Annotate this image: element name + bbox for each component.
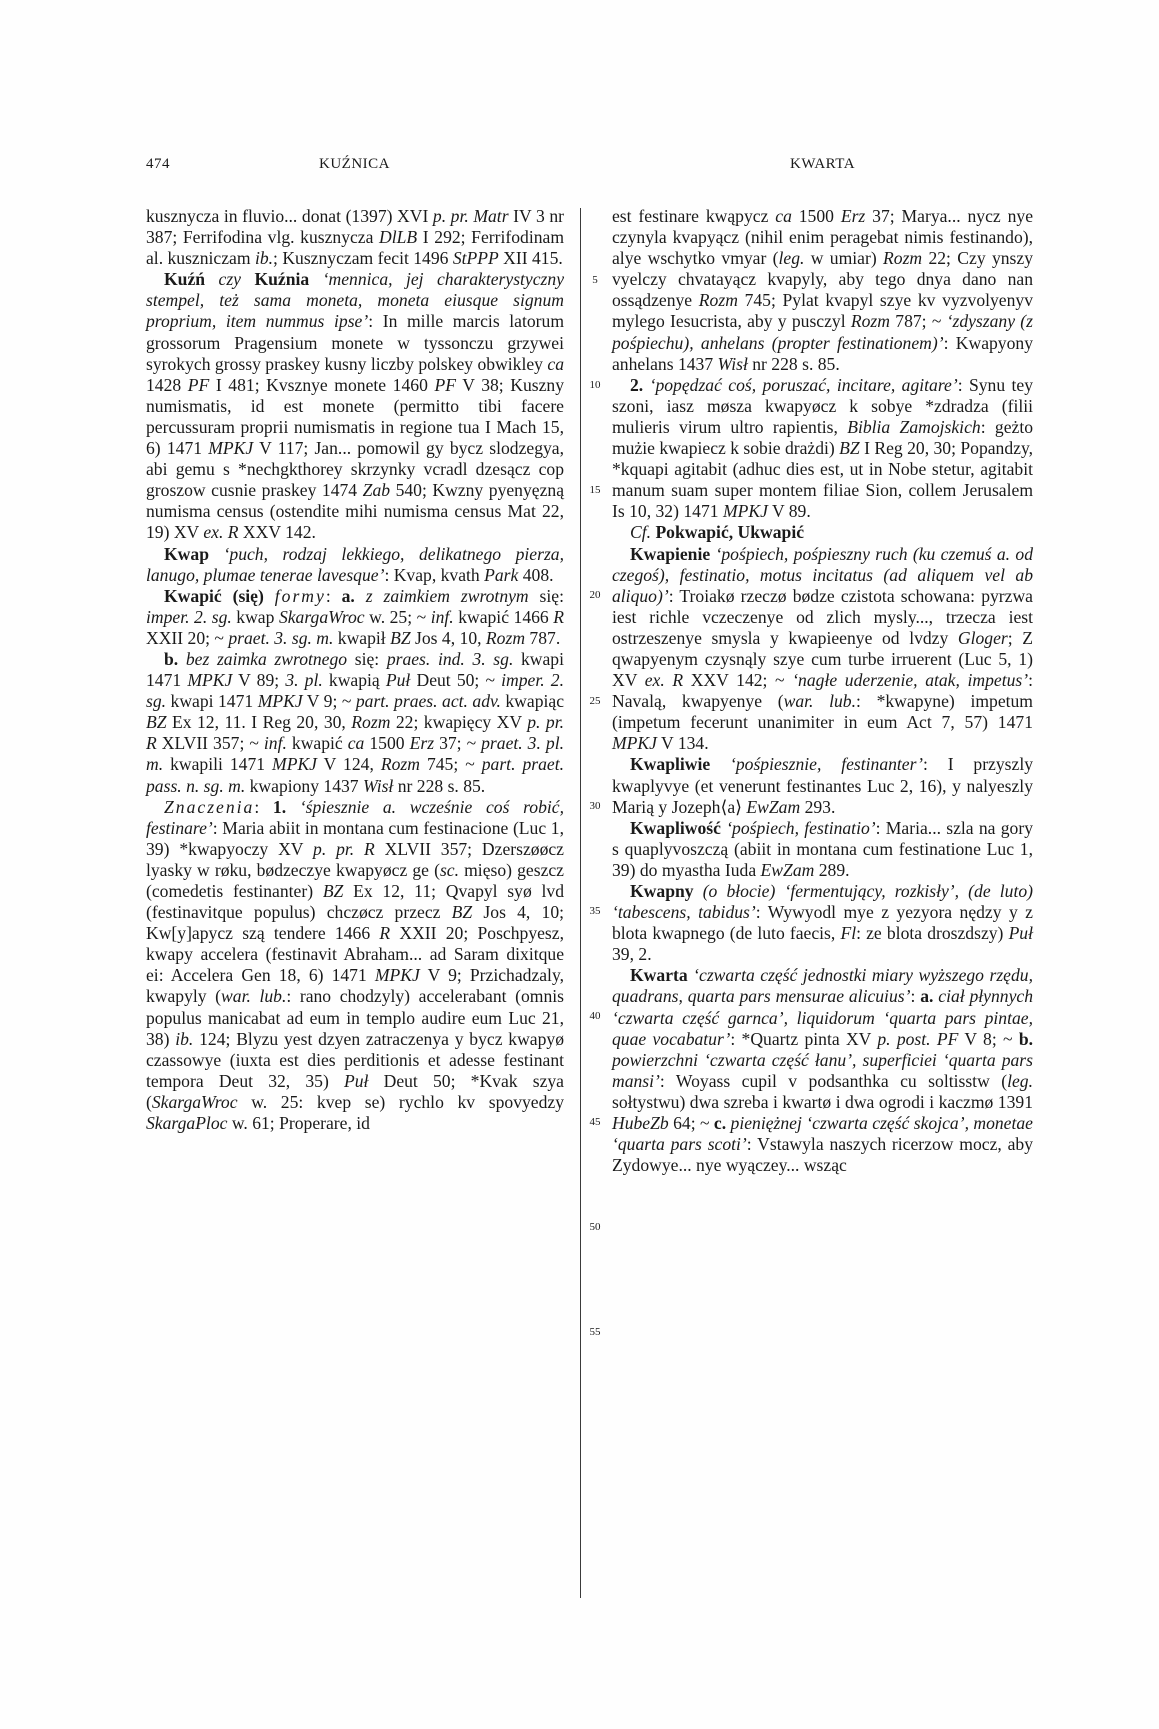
entry-kwapic-forms-a: Kwapić (się) formy: a. z zaimkiem zwrotnym się: imper. 2. sg. kwap SkargaWroc w. 25; ~ inf. kwapić 1466 R XXII 20; ~ praet. 3. sg. m. kwapił BZ Jos 4, 10, Rozm 787. — [146, 585, 564, 648]
line-number: 15 — [589, 484, 601, 496]
line-number: 35 — [589, 905, 601, 917]
line-number: 30 — [589, 800, 601, 812]
entry-kwapic-meaning-2: 2. ‘popędzać coś, poruszać, incitare, agitare’: Synu tey szoni, iasz møsza kwapyøcz k sobye *zdradza (filii mulieris virum ultro rapientis, Biblia Zamojskich: geżto mużie kwapiecz k sobie drażdi) BZ I Reg 20, 30; Popandzy, *kquapi agitabit (adhuc dies est, ut in Nobe stetur, agitabit manum suam super montem filiae Sion, collem Jerusalem Is 10, 32) 1471 MPKJ V 89. — [612, 374, 1034, 522]
line-number: 45 — [589, 1116, 601, 1128]
line-number: 5 — [592, 274, 598, 286]
column-divider — [580, 208, 581, 1598]
header-right-title: KWARTA — [790, 156, 856, 172]
page-number: 474 — [146, 156, 170, 172]
line-number: 50 — [589, 1221, 601, 1233]
entry-kwapliwosc: Kwapliwość ‘pośpiech, festinatio’: Maria... szla na gory s quaplyvoszczą (abiit in montana cum festinatione Luc 1, 39) do myastha Iuda EwZam 289. — [612, 817, 1033, 880]
line-number: 40 — [589, 1010, 601, 1022]
entry-cross-reference: Cf. Pokwapić, Ukwapić — [630, 522, 805, 543]
entry-kwap: Kwap ‘puch, rodzaj lekkiego, delikatnego pierza, lanugo, plumae tenerae lavesque’: Kvap, kvath Park 408. — [146, 543, 564, 585]
entry-kwapienie: Kwapienie ‘pośpiech, pośpieszny ruch (ku czemuś a. od czegoś), festinatio, motus incitatus (ad aliquem vel ab aliquo)’: Troiakø rzeczø bødze czistota schowana: pyrzwa iest richle vczeczenye od zlich mysly..., trzecza iest ostrzeszenye smysla y kwapieenye od lvdzy Gloger; Z qwapyenym czysnąly szye cum turbe irruerent (Luc 5, 1) XV ex. R XXV 142; ~ ‘nagłe uderzenie, atak, impetus’: Navalą, kwapyenye (war. lub.: *kwapyne) impetum (impetum fecerunt unanimiter in eum Act 7, 57) 1471 MPKJ V 134. — [612, 543, 1033, 754]
entry-kwapny: Kwapny (o błocie) ‘fermentujący, rozkisły’, (de luto) ‘tabescens, tabidus’: Wywyodl mye z yezyora nędzy y z blota kwapnego (de luto faecis, Fl: ze blota droszdszy) Puł 39, 2. — [612, 881, 1034, 965]
entry-kwapic-forms-b: b. bez zaimka zwrotnego się: praes. ind. 3. sg. kwapi 1471 MPKJ V 89; 3. pl. kwapią Puł Deut 50; ~ imper. 2. sg. kwapi 1471 MPKJ V 9; ~ part. praes. act. adv. kwapiąc BZ Ex 12, 11. I Reg 20, 30, Rozm 22; kwapięcy XV p. pr. R XLVII 357; ~ inf. kwapić ca 1500 Erz 37; ~ praet. 3. pl. m. kwapili 1471 MPKJ V 124, Rozm 745; ~ part. praet. pass. n. sg. m. kwapiony 1437 Wisł nr 228 s. 85. — [146, 648, 565, 796]
entry-kwarta: Kwarta ‘czwarta część jednostki miary wyższego rzędu, quadrans, quarta pars mensurae alicuius’: a. ciał płynnych ‘czwarta część garnca’, liquidorum ‘quarta pars pintae, quae vocabatur’: *Quartz pinta XV p. post. PF V 8; ~ b. powierzchni ‘czwarta część łanu’, superficiei ‘quarta pars mansi’: Woyass cupil v podsanthka cu soltisstw (leg. sołtystwu) dwa szreba i kwartø i dwa ogrodi i kaczmø 1391 HubeZb 64; ~ c. pieniężnej ‘czwarta część skojca’, monetae ‘quarta pars scoti’: Vstawyla naszych ricerzow mocz, aby Zydowye... nye wyączey... wsząc — [612, 965, 1033, 1176]
line-number: 20 — [589, 589, 601, 601]
entry-paragraph: kusznycza in fluvio... donat (1397) XVI p. pr. Matr IV 3 nr 387; Ferrifodina vlg. kusznycza DlLB I 292; Ferrifodinam al. kuszniczam ib.; Kusznyczam fecit 1496 StPPP XII 415. — [146, 206, 565, 269]
entry-kwapic-meanings: Znaczenia: 1. ‘śpiesznie a. wcześnie coś robić, festinare’: Maria abiit in montana cum festinacione (Luc 1, 39) *kwapyoczy XV p. pr. R XLVII 357; Dzerszøøcz lyasky w røku, bødzeczye kwapyøcz ge (sc. mięso) geszcz (comedetis festinanter) BZ Ex 12, 11; Qvapyl syø lvd (festinavitque populus) chczøcz przecz BZ Jos 4, 10; Kw[y]apycz szą tendere 1466 R XXII 20; Poschpyesz, kwapy accelera (festinavit Abraham... ad Saram dixitque ei: Accelera Gen 18, 6) 1471 MPKJ V 9; Przichadzaly, kwapyly (war. lub.: rano chodzyly) accelerabant (omnis populus manicabat ad eum in templo audire eum Luc 21, 38) ib. 124; Blyzu yest dzyen zatraczenya y bycz kwapyø czassowye (iuxta est dies perditionis et adesse festinant tempora Deut 32, 35) Puł Deut 50; *Kvak szya (SkargaWroc w. 25: kvep se) rychlo kv spovyedzy SkargaPloc w. 61; Properare, id — [146, 796, 564, 1134]
line-number: 55 — [589, 1326, 601, 1338]
line-number: 25 — [589, 695, 601, 707]
entry-kuzn: Kuźń czy Kuźnia ‘mennica, jej charakterystyczny stempel, też sama moneta, moneta eiusque signum proprium, item nummus ipse’: In mille marcis latorum grossorum Pragensium monete w tyssonczu grzywei syrokych grossy praskey kusny liczby polskey obwikley ca 1428 PF I 481; Kvsznye monete 1460 PF V 38; Kuszny numismatis, id est monete (permitto tibi facere percussuram proprii numismatis in regione tua I Mach 15, 6) 1471 MPKJ V 117; Jan... pomowil gy bycz slodzegya, abi gemu s *nechgkthorey skrzynky vcradl dzesącz cop groszow cusnie praskey 1474 Zab 540; Kwzny pyenyęzną numisma census (ostendite mihi numisma census Mat 22, 19) XV ex. R XXV 142. — [146, 269, 565, 543]
entry-kwapliwie: Kwapliwie ‘pośpiesznie, festinanter’: I przyszly kwaplyvye (et venerunt festinantes Luc 2, 16), y nalyeszly Marią y Jozeph⟨a⟩ EwZam 293. — [612, 754, 1033, 817]
page-header — [0, 156, 1159, 180]
header-left-title: KUŹNICA — [319, 156, 390, 172]
entry-kwapic-continued: est festinare kwąpycz ca 1500 Erz 37; Marya... nycz nye czynyla kvapyącz (nihil enim peragebat nimis festinando), alye wschytko vmyar (leg. w umiar) Rozm 22; Czy ynszy vyelczy chvatayącz kvapyly, aby tego dnya dano nan ossądzenye Rozm 745; Pylat kvapyl szye kv vyzvolyenyv mylego Iesucrista, aby y pusczyl Rozm 787; ~ ‘zdyszany (z pośpiechu), anhelans (propter festinationem)’: Kwapyony anhelans 1437 Wisł nr 228 s. 85. — [612, 206, 1034, 374]
right-column — [612, 206, 1033, 1176]
left-column — [146, 206, 564, 1134]
line-number: 10 — [589, 379, 601, 391]
